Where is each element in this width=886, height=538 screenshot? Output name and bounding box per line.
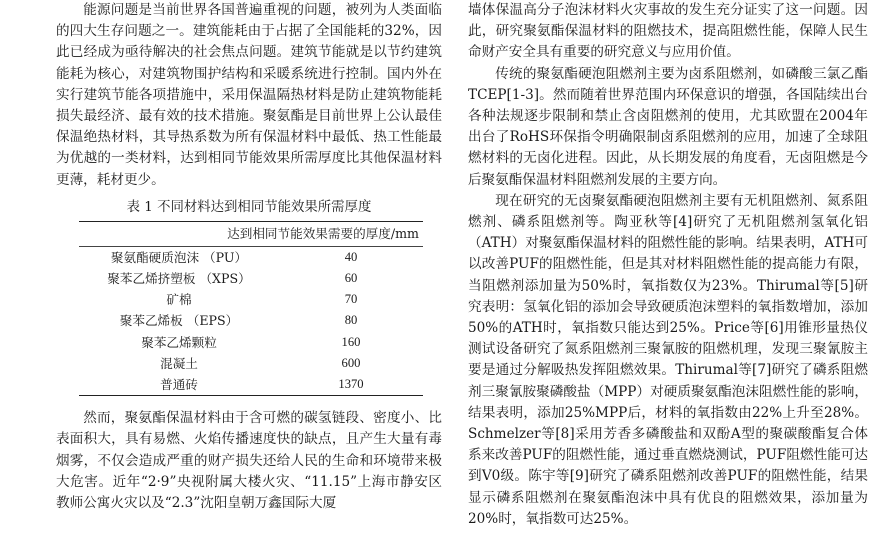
material-cell: 矿棉	[166, 292, 192, 308]
material-cell: 混凝土	[160, 355, 198, 371]
material-cell: 聚氨酯硬质泡沫 （PU）	[110, 249, 248, 265]
continuation-paragraph: 墙体保温高分子泡沫材料火灾事故的发生充分证实了这一问题。因此，研究聚氨酯保温材料的阻燃技术，提高阻燃性能，保障人民生命财产安全具有重要的研究意义与应用价值。	[468, 2, 868, 61]
thickness-cell: 40	[344, 249, 358, 264]
table-row	[79, 310, 423, 331]
table-caption: 表 1 不同材料达到相同节能效果所需厚度	[126, 199, 372, 215]
thickness-cell: 160	[341, 334, 361, 349]
table-row	[79, 246, 423, 268]
thickness-cell: 60	[344, 271, 358, 286]
halogen-free-research-paragraph: 现在研究的无卤聚氨酯硬泡阻燃剂主要有无机阻燃剂、氮系阻燃剂、磷系阻燃剂等。陶亚秋等[4]研究了无机阻燃剂氢氧化铝（ATH）对聚氨酯保温材料的阻燃性能的影响。结果表明，ATH可以改善PUF的阻燃性能，但是其对材料阻燃性能的提高能力有限，当阻燃剂添加量为50%时，氧指数仅为23%。Thirumal等[5]研究表明：氢氧化铝的添加会导致硬质泡沫塑料的氧指数增加，添加50%的ATH时，氧指数只能达到25%。Price等[6]用锥形量热仪测试设备研究了氮系阻燃剂三聚氰胺的阻燃机理，发现三聚氰胺主要是通过分解吸热发挥阻燃效果。Thirumal等[7]研究了磷系阻燃剂三聚氰胺聚磷酸盐（MPP）对硬质聚氨酯泡沫阻燃性能的影响，结果表明，添加25%MPP后，材料的氧指数由22%上升至28%。Schmelzer等[8]采用芳香多磷酸盐和双酚A型的聚碳酸酯复合体系来改善PUF的阻燃性能，通过垂直燃烧测试，PUF阻燃性能可达到V0级。陈宇等[9]研究了磷系阻燃剂改善PUF的阻燃性能，结果显示磷系阻燃剂在聚氨酯泡沫中具有优良的阻燃效果，添加量为20%时，氧指数可达25%。	[468, 192, 868, 527]
intro-paragraph: 能源问题是当前世界各国普遍重视的问题，被列为人类面临的四大生存问题之一。建筑能耗由于占据了全国能耗的32%，因此已经成为亟待解决的社会焦点问题。建筑节能就是以节约建筑能耗为核心，对建筑物围护结构和采暖系统进行控制。国内外在实行建筑节能各项措施中，采用保温隔热材料是防止建筑物能耗损失最经济、最有效的技术措施。聚氨酯是目前世界上公认最佳保温绝热材料，其导热系数为所有保温材料中最低、热工性能最为优越的一类材料，达到相同节能效果所需厚度比其他保温材料更薄，耗材更少。	[56, 2, 442, 188]
material-cell: 普通砖	[160, 377, 198, 393]
halogen-retardant-paragraph: 传统的聚氨酯硬泡阻燃剂主要为卤系阻燃剂，如磷酸三氯乙酯 TCEP[1-3]。然而随着世界范围内环保意识的增强，各国陆续出台各种法规逐步限制和禁止含卤阻燃剂的使用，尤其欧盟在2004年出台了RoHS环保指令明确限制卤系阻燃剂的应用，加速了全球阻燃材料的无卤化进程。因此，从长期发展的角度看，无卤阻燃是今后聚氨酯保温材料阻燃剂发展的主要方向。	[468, 65, 868, 188]
material-cell: 聚苯乙烯挤塑板 （XPS）	[107, 271, 251, 287]
table-row	[79, 289, 423, 310]
table-header: 达到相同节能效果需要的厚度/mm	[79, 221, 423, 246]
left-column	[56, 0, 442, 514]
material-cell: 聚苯乙烯颗粒	[141, 334, 217, 350]
thickness-table	[79, 221, 423, 396]
right-column	[468, 0, 868, 530]
table-header-row	[79, 221, 423, 246]
hazard-paragraph: 然而，聚氨酯保温材料由于含可燃的碳氢链段、密度小、比表面积大，具有易燃、火焰传播速度快的缺点，且产生大量有毒烟雾，不仅会造成严重的财产损失还给人民的生命和环境带来极大危害。近年“2·9”央视附属大楼火灾、“11.15”上海市静安区教师公寓火灾以及“2.3”沈阳皇朝万鑫国际大厦	[56, 410, 442, 512]
table-row	[79, 374, 423, 396]
thickness-cell: 1370	[338, 377, 364, 392]
table-row	[79, 268, 423, 289]
thickness-cell: 80	[344, 313, 358, 328]
table-row	[79, 332, 423, 353]
thickness-cell: 70	[344, 292, 358, 307]
thickness-cell: 600	[341, 355, 361, 370]
table-row	[79, 353, 423, 374]
material-cell: 聚苯乙烯板 （EPS）	[119, 313, 239, 329]
